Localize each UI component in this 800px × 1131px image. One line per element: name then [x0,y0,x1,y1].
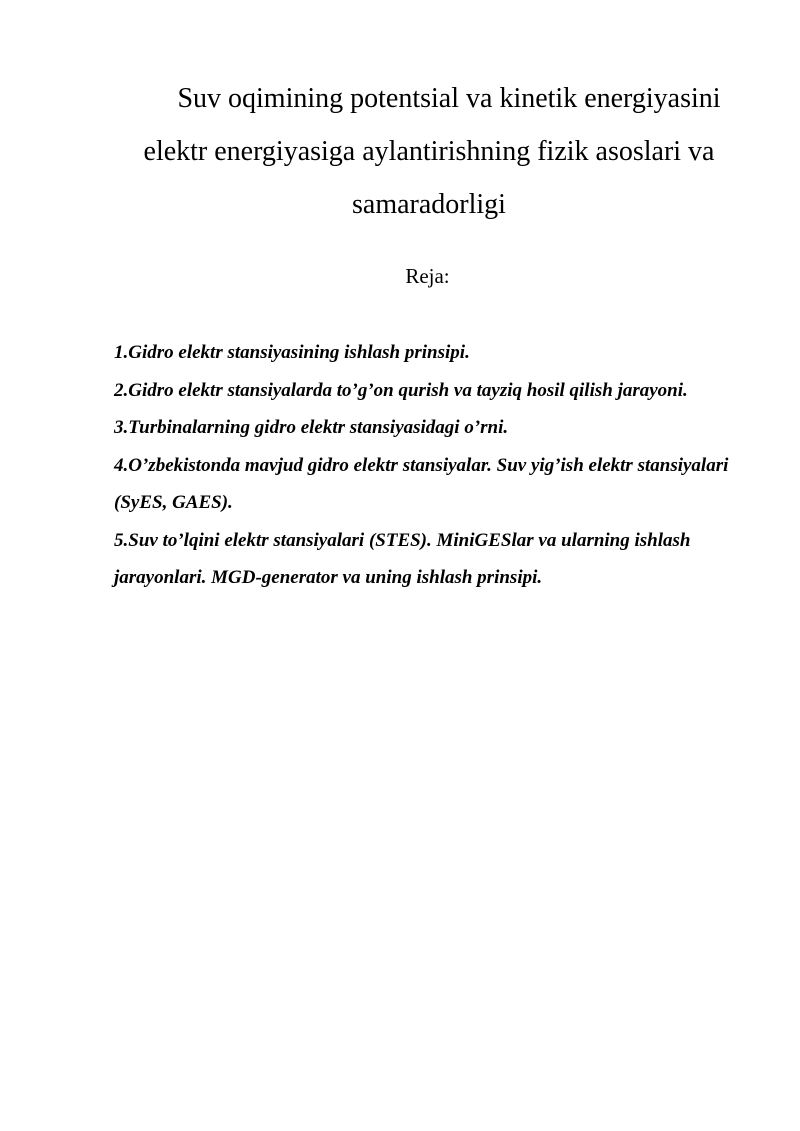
plan-item-5: 5.Suv to’lqini elektr stansiyalari (STES). MiniGESlar va ularning ishlash jarayonlari. MGD-generator va uning ishlash prinsipi. [114,529,691,588]
plan-item-3: 3.Turbinalarning gidro elektr stansiyasidagi o’rni. [114,417,509,438]
plan-item-4: 4.O’zbekistonda mavjud gidro elektr stansiyalar. Suv yig’ish elektr stansiyalari (SyES, GAES). [114,454,729,513]
plan-item-1: 1.Gidro elektr stansiyasining ishlash prinsipi. [114,342,470,363]
plan-heading: Reja: [405,264,450,288]
plan-list [114,334,734,597]
document-title: Suv oqimining potentsial va kinetik energiyasini elektr energiyasiga aylantirishning fizik asoslari va samaradorligi [143,83,721,220]
plan-item-2: 2.Gidro elektr stansiyalarda to’g’on qurish va tayziq hosil qilish jarayoni. [114,379,688,401]
